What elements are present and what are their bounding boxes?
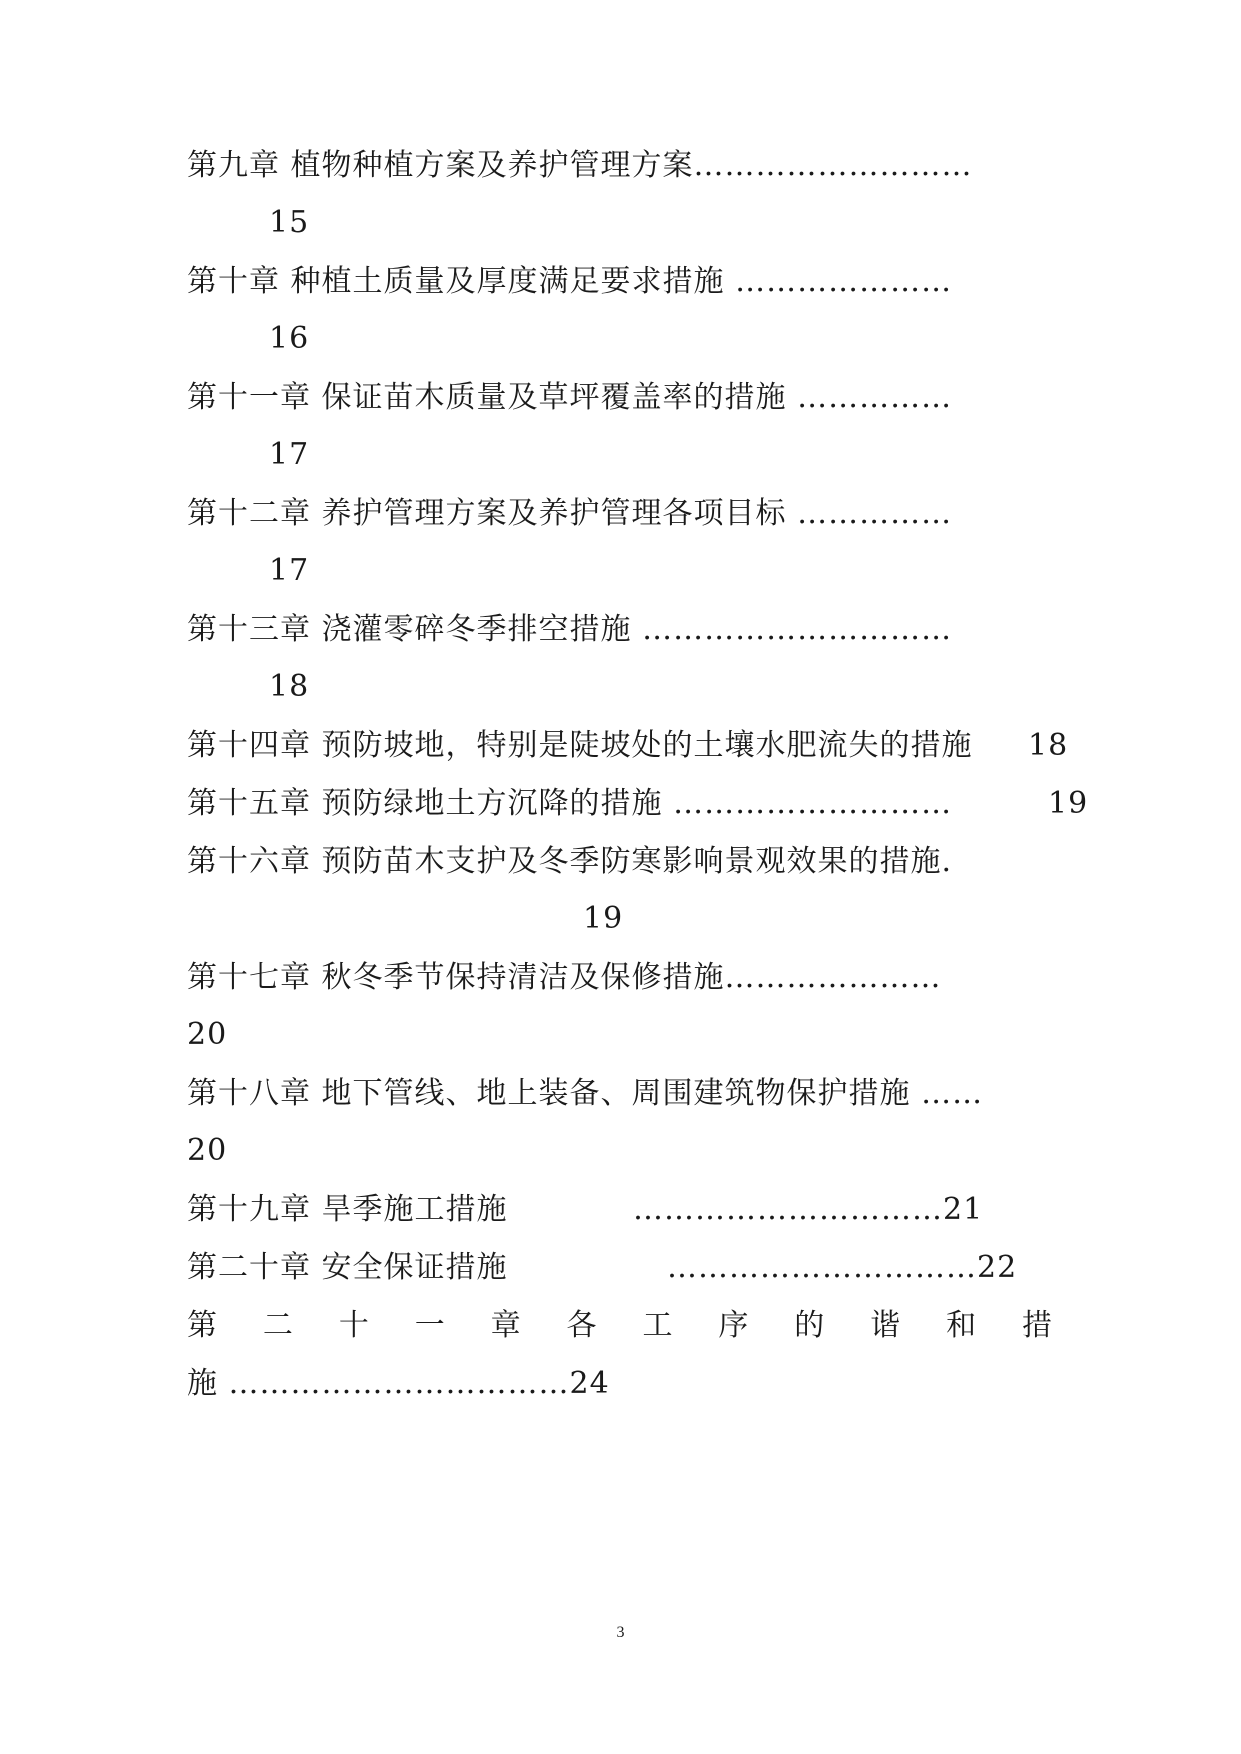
toc-entry-chapter-12[interactable]: 第十二章 养护管理方案及养护管理各项目标 …………… xyxy=(187,496,953,531)
toc-entry-chapter-17[interactable]: 第十七章 秋冬季节保持清洁及保修措施………………… xyxy=(187,960,942,995)
toc-char: 各 xyxy=(566,1308,597,1343)
toc-char: 工 xyxy=(642,1308,673,1343)
toc-char: 章 xyxy=(490,1308,521,1343)
toc-page-chapter-10: 16 xyxy=(269,321,310,356)
toc-char: 十 xyxy=(338,1308,369,1343)
toc-page-chapter-17: 20 xyxy=(187,1017,228,1052)
toc-entry-chapter-14[interactable]: 第十四章 预防坡地，特别是陡坡处的土壤水肥流失的措施 xyxy=(187,728,973,763)
toc-entry-chapter-9[interactable]: 第九章 植物种植方案及养护管理方案……………………… xyxy=(187,148,973,183)
toc-char: 二 xyxy=(262,1308,293,1343)
toc-page-chapter-15: 19 xyxy=(1048,786,1089,821)
toc-char: 的 xyxy=(794,1308,825,1343)
toc-char: 序 xyxy=(718,1308,749,1343)
toc-page-chapter-11: 17 xyxy=(269,437,310,472)
toc-entry-chapter-19[interactable]: 第十九章 旱季施工措施 xyxy=(187,1192,508,1227)
toc-entry-chapter-18[interactable]: 第十八章 地下管线、地上装备、周围建筑物保护措施 …… xyxy=(187,1076,984,1111)
toc-entry-chapter-13[interactable]: 第十三章 浇灌零碎冬季排空措施 ………………………… xyxy=(187,612,953,647)
toc-page-chapter-9: 15 xyxy=(269,205,310,240)
toc-char: 一 xyxy=(414,1308,445,1343)
toc-char: 措 xyxy=(1021,1308,1052,1343)
toc-char: 谐 xyxy=(870,1308,901,1343)
toc-entry-chapter-15[interactable]: 第十五章 预防绿地土方沉降的措施 ……………………… xyxy=(187,786,953,821)
toc-page-chapter-13: 18 xyxy=(269,669,310,704)
toc-entry-chapter-10[interactable]: 第十章 种植土质量及厚度满足要求措施 ………………… xyxy=(187,264,953,299)
toc-char: 和 xyxy=(946,1308,977,1343)
toc-entry-chapter-21[interactable] xyxy=(187,1306,1052,1346)
toc-char: 第 xyxy=(187,1308,217,1343)
toc-dots-page-chapter-19: …………………………21 xyxy=(633,1192,984,1227)
toc-page-chapter-18: 20 xyxy=(187,1133,228,1168)
toc-page-chapter-16: 19 xyxy=(583,901,624,936)
toc-page-chapter-14: 18 xyxy=(1028,728,1069,763)
toc-entry-chapter-11[interactable]: 第十一章 保证苗木质量及草坪覆盖率的措施 …………… xyxy=(187,380,953,415)
toc-dots-page-chapter-20: …………………………22 xyxy=(667,1250,1018,1285)
toc-entry-chapter-21-continued[interactable]: 施 ……………………………24 xyxy=(187,1366,610,1401)
toc-entry-chapter-20[interactable]: 第二十章 安全保证措施 xyxy=(187,1250,508,1285)
toc-entry-chapter-16[interactable]: 第十六章 预防苗木支护及冬季防寒影响景观效果的措施. xyxy=(187,844,953,879)
toc-page-chapter-12: 17 xyxy=(269,553,310,588)
page-number: 3 xyxy=(616,1624,625,1641)
